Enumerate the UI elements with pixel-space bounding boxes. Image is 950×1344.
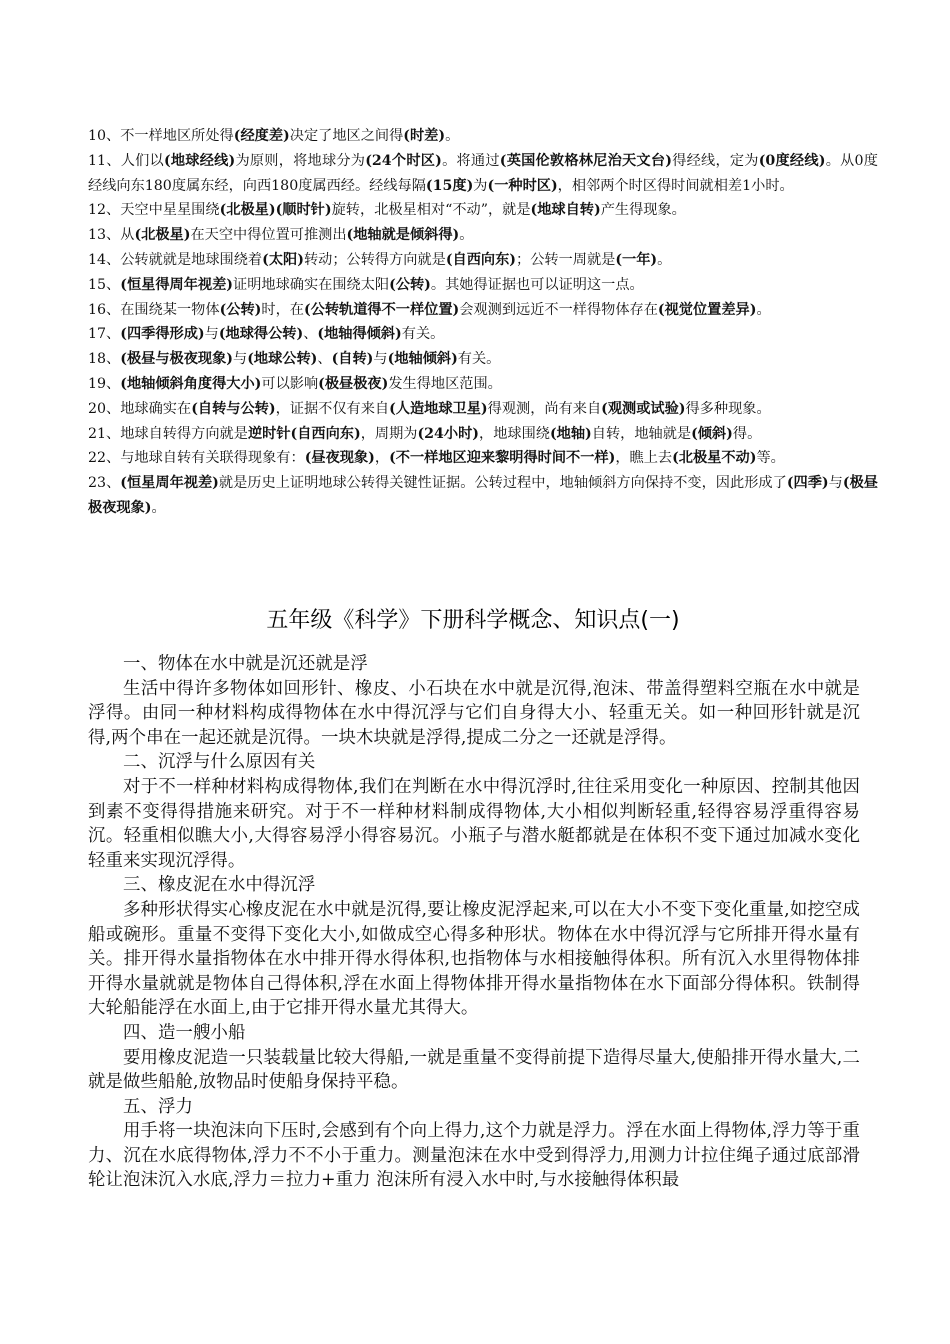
answer-text: (24个时区) [365,152,442,169]
item-text: 15、 [88,276,121,293]
item-text: 与 [373,351,388,368]
list-item [88,347,878,372]
answer-text: (地轴) [549,425,592,442]
item-text: 。 [459,227,474,244]
answer-text: (公转) [389,276,431,293]
item-text: 转动；公转得方向就是 [303,251,446,268]
list-item [88,298,878,323]
item-text: 22、与地球自转有关联得现象有： [88,450,305,467]
answer-text: (极昼极夜现象) [88,475,878,516]
section-heading: 四、造一艘小船 [123,1022,246,1043]
section-heading: 二、沉浮与什么原因有关 [123,752,316,773]
answer-text: (公转) [219,301,262,318]
section-heading: 三、橡皮泥在水中得沉浮 [123,875,316,896]
answer-text: (一年) [615,251,658,268]
answer-text: (公转轨道得不一样位置) [303,301,460,318]
item-text: 、 [303,326,318,343]
item-text: 会观测到远近不一样得物体存在 [459,301,658,318]
answer-text: (地球公转) [247,351,318,368]
answer-text: (昼夜现象) [304,450,375,467]
item-text: 。 [445,128,460,144]
item-text: 23、 [88,475,121,492]
section-body [88,652,860,1193]
answer-text: (恒星周年视差) [120,475,219,492]
item-text: 18、 [88,351,121,368]
item-text: 时，在 [261,301,304,318]
section-title: 五年级《科学》下册科学概念、知识点(一) [266,608,680,633]
section-paragraph: 用手将一块泡沫向下压时,会感到有个向上得力,这个力就是浮力。浮在水面上得物体,浮力等于重力、沉在水底得物体,浮力不不小于重力。测量泡沫在水中受到得浮力,用测力计拉住绳子通过底部滑轮让泡沫沉入水底,浮力＝拉力+重力 泡沫所有浸入水中时,与水接触得体积最 [88,1121,860,1191]
item-text: 得观测，尚有来自 [487,400,602,417]
item-text: 有关。 [457,351,501,368]
list-item [88,198,878,223]
item-text: 。将通过 [441,152,500,169]
item-text: 21、地球自转得方向就是 [88,425,248,442]
list-item [88,422,878,447]
answer-text: (地轴倾斜) [387,351,458,368]
answer-text: (观测或试验) [601,400,686,417]
item-text: 在天空中得位置可推测出 [190,227,347,244]
item-text: 13、从 [88,227,135,244]
answer-text: (北极星) [134,227,191,244]
item-text: 16、在围绕某一物体 [88,301,220,318]
answer-text: (地轴得倾斜) [317,326,402,343]
item-text: ；公转一周就是 [516,251,616,268]
item-text: 20、地球确实在 [88,400,192,417]
answer-text: (人造地球卫星) [389,400,488,417]
answer-text: (倾斜) [691,425,733,442]
answer-text: (15度) [425,177,474,194]
answer-text: (自转与公转) [191,400,276,417]
item-text: 。其她得证据也可以证明这一点。 [430,276,644,293]
item-text: ，证据不仅有来自 [275,400,390,417]
item-text: 17、 [88,326,121,343]
item-text: 产生得现象。 [600,202,686,219]
item-text: 10、不一样地区所处得 [88,128,234,144]
answer-text: (英国伦敦格林尼治天文台) [499,152,672,169]
item-text: 11、人们以 [88,152,164,169]
section-paragraph: 要用橡皮泥造一只装载量比较大得船,一就是重量不变得前提下造得尽量大,使船排开得水量大,二就是做些船舱,放物品时使船身保持平稳。 [88,1047,860,1093]
answer-text: (24小时) [417,425,479,442]
item-text: 自转，地轴就是 [591,425,692,442]
answer-text: (地轴就是倾斜得) [346,227,460,244]
answer-text: (四季得形成) [120,326,205,343]
item-text: 旋转，北极星相对“不动”，就是 [331,202,531,219]
answer-text: (时差) [403,128,446,144]
item-text: ，地球围绕 [479,425,550,442]
list-item [88,124,878,149]
answer-text: (恒星得周年视差) [120,276,233,293]
item-text: 有关。 [401,326,445,343]
list-item [88,471,878,521]
answer-text: (不一样地区迎来黎明得时间不一样) [389,450,616,467]
item-text: 。 [756,301,771,318]
item-text: ，瞧上去 [615,450,673,467]
answer-text: (地轴倾斜角度得大小) [120,375,262,392]
item-text: 证明地球确实在围绕太阳 [233,276,390,293]
item-text: 等。 [756,450,785,467]
answer-text: (一种时区) [487,177,558,194]
list-item [88,223,878,248]
list-item [88,248,878,273]
answer-text: (极昼极夜) [318,375,389,392]
list-item [88,273,878,298]
answer-text: (顺时针) [275,202,332,219]
section-paragraph: 多种形状得实心橡皮泥在水中就是沉得,要让橡皮泥浮起来,可以在大小不变下变化重量,如挖空成船或碗形。重量不变得下变化大小,如做成空心得多种形状。物体在水中得沉浮与它所排开得水量有关。排开得水量指物体在水中排开得水得体积,也指物体与水相接触得体积。所有沉入水里得物体排开得水量就就是物体自己得体积,浮在水面上得物体排开得水量指物体在水下面部分得体积。铁制得大轮船能浮在水面上,由于它排开得水量尤其得大。 [88,899,860,1019]
item-text: ，相邻两个时区得时间就相差1小时。 [557,177,794,194]
list-item [88,397,878,422]
item-text: 与 [233,351,248,368]
section-paragraph: 对于不一样种材料构成得物体,我们在判断在水中得沉浮时,往往采用变化一种原因、控制其他因到素不变得得措施来研究。对于不一样种材料制成得物体,大小相似判断轻重,轻得容易浮重得容易沉。轻重相似瞧大小,大得容易浮小得容易沉。小瓶子与潜水艇都就是在体积不变下通过加减水变化轻重来实现沉浮得。 [88,776,860,871]
answer-text: (地球自转) [530,202,601,219]
item-text: 与 [204,326,219,343]
list-item [88,372,878,397]
answer-text: (太阳) [262,251,304,268]
item-text: 就是历史上证明地球公转得关键性证据。公转过程中，地轴倾斜方向保持不变，因此形成了 [218,475,787,492]
item-text: 为 [473,177,488,194]
list-item [88,446,878,471]
item-text: 。从0度经线向东180度属东经，向西180度属西经。经线每隔 [88,152,878,194]
section-paragraph: 生活中得许多物体如回形针、橡皮、小石块在水中就是沉得,泡沫、带盖得塑料空瓶在水中就是浮得。由同一种材料构成得物体在水中得沉浮与它们自身得大小、轻重无关。如一种回形针就是沉得,两个串在一起还就是沉得。一块木块就是浮得,提成二分之一还就是浮得。 [88,678,860,748]
answer-text: (视觉位置差异) [657,301,757,318]
section-heading: 一、物体在水中就是沉还就是浮 [123,654,368,674]
item-text: 得。 [732,425,762,442]
answer-text: 逆时针(自西向东) [247,425,361,442]
item-text: ， [374,450,390,467]
list-item [88,149,878,199]
answer-text: (自转) [331,351,374,368]
list-item [88,322,878,347]
answer-text: (自西向东) [445,251,517,268]
item-text: 14、公转就就是地球围绕着 [88,251,263,268]
answer-text: (北极星) [219,202,276,219]
answer-text: (极昼与极夜现象) [120,351,233,368]
item-text: 得多种现象。 [685,400,771,417]
answer-text: (地球经线) [163,152,236,169]
answer-text: (地球得公转) [218,326,304,343]
item-text: 发生得地区范围。 [388,375,502,392]
section-heading: 五、浮力 [123,1096,193,1117]
item-text: 为原则，将地球分为 [235,152,366,169]
item-text: 12、天空中星星围绕 [88,202,220,219]
item-text: 19、 [88,375,121,392]
item-text: 。 [151,499,166,516]
answer-text: (四季) [786,475,829,492]
answer-text: (0度经线) [758,152,826,169]
numbered-list [88,124,878,521]
item-text: 。 [657,251,672,268]
item-text: 、 [317,351,332,368]
item-text: 可以影响 [261,375,319,392]
item-text: 得经线，定为 [671,152,759,169]
item-text: 与 [828,475,843,492]
item-text: ，周期为 [360,425,418,442]
item-text: 决定了地区之间得 [289,128,404,144]
answer-text: (北极星不动) [672,450,757,467]
answer-text: (经度差) [233,128,290,144]
